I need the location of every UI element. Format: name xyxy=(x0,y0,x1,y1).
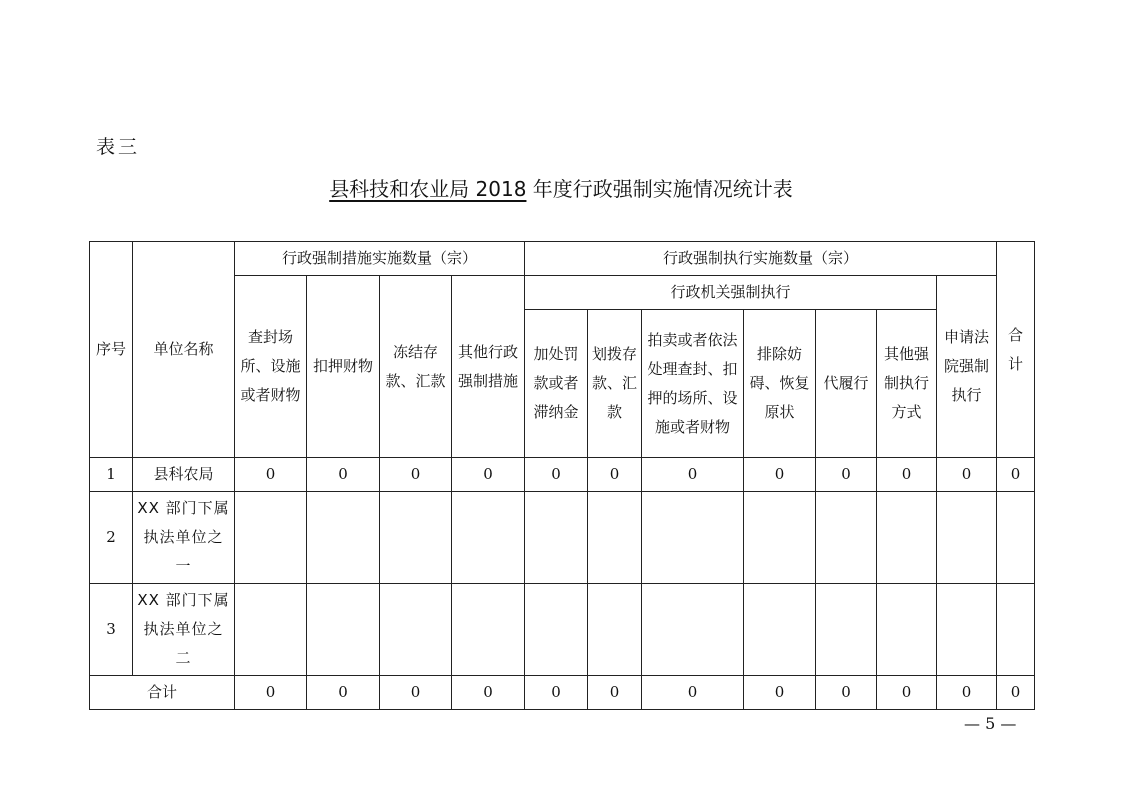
row-seq: 1 xyxy=(90,458,133,492)
document-title xyxy=(0,173,1122,202)
cell xyxy=(588,492,642,584)
cell: 0 xyxy=(525,458,588,492)
cell xyxy=(525,584,588,676)
header-unit-name: 单位名称 xyxy=(133,242,235,458)
table-row xyxy=(90,458,1035,492)
cell: 0 xyxy=(307,458,380,492)
cell xyxy=(307,584,380,676)
header-admin-other: 其他强制执行方式 xyxy=(877,310,937,458)
row-seq: 3 xyxy=(90,584,133,676)
cell: 0 xyxy=(525,676,588,710)
cell xyxy=(380,584,452,676)
title-underlined-part: 县科技和农业局 2018 xyxy=(329,177,527,201)
cell xyxy=(642,584,744,676)
cell xyxy=(588,584,642,676)
cell xyxy=(307,492,380,584)
row-unit: 县科农局 xyxy=(133,458,235,492)
header-measure-freeze: 冻结存款、汇款 xyxy=(380,276,452,458)
cell xyxy=(452,492,525,584)
cell xyxy=(877,584,937,676)
cell: 0 xyxy=(744,676,816,710)
total-label: 合计 xyxy=(90,676,235,710)
cell: 0 xyxy=(380,458,452,492)
cell xyxy=(380,492,452,584)
cell: 0 xyxy=(588,458,642,492)
header-execution-group: 行政强制执行实施数量（宗） xyxy=(525,242,997,276)
cell: 0 xyxy=(452,676,525,710)
cell: 0 xyxy=(877,458,937,492)
cell: 0 xyxy=(997,458,1035,492)
cell xyxy=(937,584,997,676)
header-admin-subgroup: 行政机关强制执行 xyxy=(525,276,937,310)
page-number: — 5 — xyxy=(964,714,1017,733)
statistics-table xyxy=(89,241,1035,710)
cell: 0 xyxy=(235,676,307,710)
cell: 0 xyxy=(816,458,877,492)
header-admin-substitute: 代履行 xyxy=(816,310,877,458)
row-unit: XX 部门下属执法单位之一 xyxy=(133,492,235,584)
cell: 0 xyxy=(937,676,997,710)
table-label: 表三 xyxy=(96,136,141,158)
cell: 0 xyxy=(588,676,642,710)
cell: 0 xyxy=(744,458,816,492)
cell: 0 xyxy=(937,458,997,492)
cell: 0 xyxy=(642,458,744,492)
cell xyxy=(816,492,877,584)
header-court-enforcement: 申请法院强制执行 xyxy=(937,276,997,458)
cell xyxy=(937,492,997,584)
header-measure-other: 其他行政强制措施 xyxy=(452,276,525,458)
header-admin-transfer: 划拨存款、汇款 xyxy=(588,310,642,458)
header-admin-auction: 拍卖或者依法处理查封、扣押的场所、设施或者财物 xyxy=(642,310,744,458)
cell: 0 xyxy=(452,458,525,492)
cell xyxy=(997,584,1035,676)
row-unit: XX 部门下属执法单位之二 xyxy=(133,584,235,676)
row-seq: 2 xyxy=(90,492,133,584)
header-measure-seal: 查封场所、设施或者财物 xyxy=(235,276,307,458)
header-admin-fine: 加处罚款或者滞纳金 xyxy=(525,310,588,458)
cell: 0 xyxy=(642,676,744,710)
cell xyxy=(525,492,588,584)
cell xyxy=(816,584,877,676)
header-measures-group: 行政强制措施实施数量（宗） xyxy=(235,242,525,276)
cell xyxy=(997,492,1035,584)
cell xyxy=(877,492,937,584)
cell xyxy=(642,492,744,584)
header-total: 合计 xyxy=(997,242,1035,458)
cell xyxy=(744,492,816,584)
title-rest: 年度行政强制实施情况统计表 xyxy=(526,177,793,201)
cell xyxy=(452,584,525,676)
cell xyxy=(235,584,307,676)
header-measure-seize: 扣押财物 xyxy=(307,276,380,458)
table-row xyxy=(90,584,1035,676)
cell: 0 xyxy=(307,676,380,710)
table-total-row xyxy=(90,676,1035,710)
cell: 0 xyxy=(380,676,452,710)
cell: 0 xyxy=(877,676,937,710)
table-row xyxy=(90,492,1035,584)
header-seq: 序号 xyxy=(90,242,133,458)
header-admin-remove: 排除妨碍、恢复原状 xyxy=(744,310,816,458)
cell: 0 xyxy=(235,458,307,492)
cell xyxy=(235,492,307,584)
cell: 0 xyxy=(997,676,1035,710)
cell: 0 xyxy=(816,676,877,710)
cell xyxy=(744,584,816,676)
